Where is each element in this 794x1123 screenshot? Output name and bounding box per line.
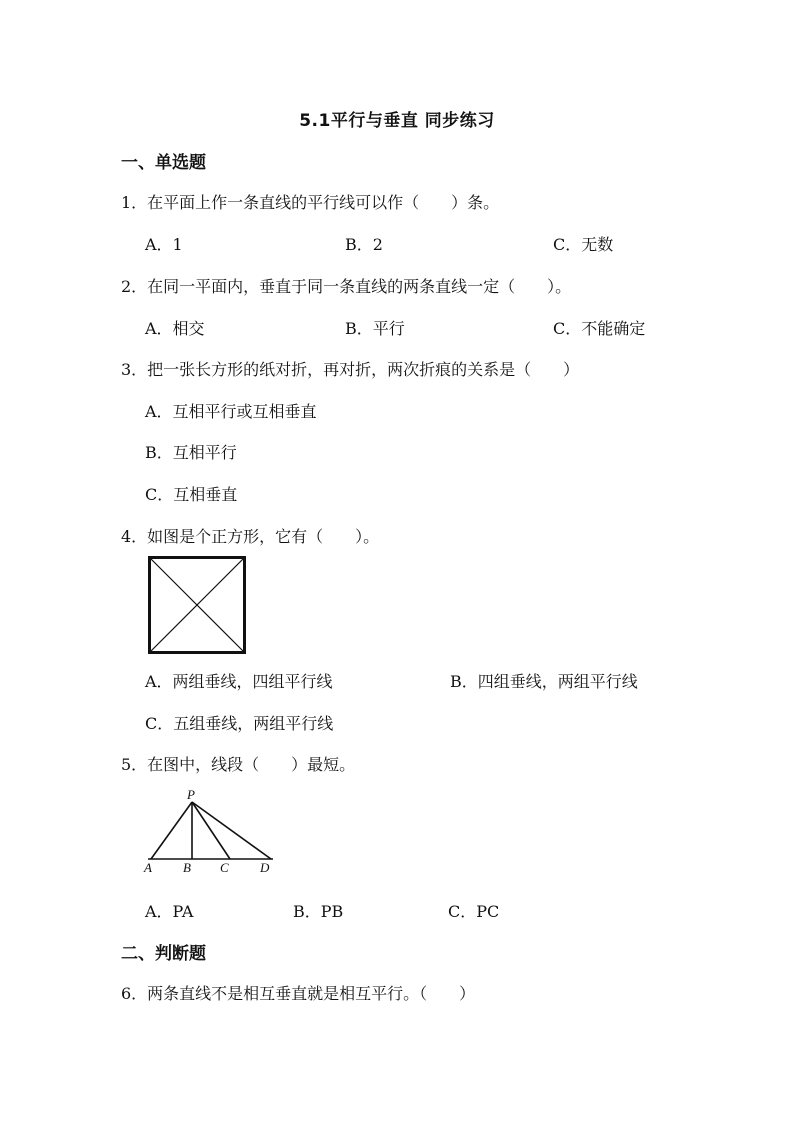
question-1-option-b[interactable]: B．2 [345, 235, 383, 254]
triangle-diagram [140, 788, 290, 880]
question-2-option-c[interactable]: C．不能确定 [553, 319, 646, 338]
question-1-option-c[interactable]: C．无数 [553, 235, 614, 254]
question-3: 3．把一张长方形的纸对折，再对折，两次折痕的关系是（ ） [121, 360, 580, 379]
page-title: 5.1平行与垂直 同步练习 [299, 111, 495, 131]
question-2: 2．在同一平面内，垂直于同一条直线的两条直线一定（ ）。 [121, 277, 572, 296]
section-heading-true-false: 二、判断题 [121, 944, 206, 964]
question-1-option-a[interactable]: A．1 [145, 235, 183, 254]
segment-pd [192, 802, 271, 859]
label-a: A [144, 860, 152, 875]
label-p: P [187, 787, 195, 802]
question-5-option-b[interactable]: B．PB [293, 902, 344, 921]
question-3-option-a[interactable]: A．互相平行或互相垂直 [145, 402, 317, 421]
square-diagram [148, 556, 246, 654]
section-heading-single-choice: 一、单选题 [121, 153, 206, 173]
question-1: 1．在平面上作一条直线的平行线可以作（ ）条。 [121, 193, 500, 212]
question-4-option-b[interactable]: B．四组垂线，两组平行线 [450, 672, 638, 691]
question-4-option-c[interactable]: C．五组垂线，两组平行线 [145, 714, 334, 733]
question-4-option-a[interactable]: A．两组垂线，四组平行线 [145, 672, 333, 691]
segment-pc [192, 802, 230, 859]
question-4: 4．如图是个正方形，它有（ ）。 [121, 527, 380, 546]
label-c: C [220, 860, 229, 875]
label-d: D [260, 860, 270, 875]
question-2-option-a[interactable]: A．相交 [145, 319, 205, 338]
question-6: 6．两条直线不是相互垂直就是相互平行。（ ） [121, 984, 476, 1003]
question-3-option-b[interactable]: B．互相平行 [145, 443, 237, 462]
question-3-option-c[interactable]: C．互相垂直 [145, 485, 238, 504]
label-b: B [183, 860, 191, 875]
segment-pa [151, 802, 192, 859]
question-5-option-a[interactable]: A．PA [145, 902, 194, 921]
question-5: 5．在图中，线段（ ）最短。 [121, 755, 356, 774]
question-5-option-c[interactable]: C．PC [448, 902, 500, 921]
question-2-option-b[interactable]: B．平行 [345, 319, 405, 338]
